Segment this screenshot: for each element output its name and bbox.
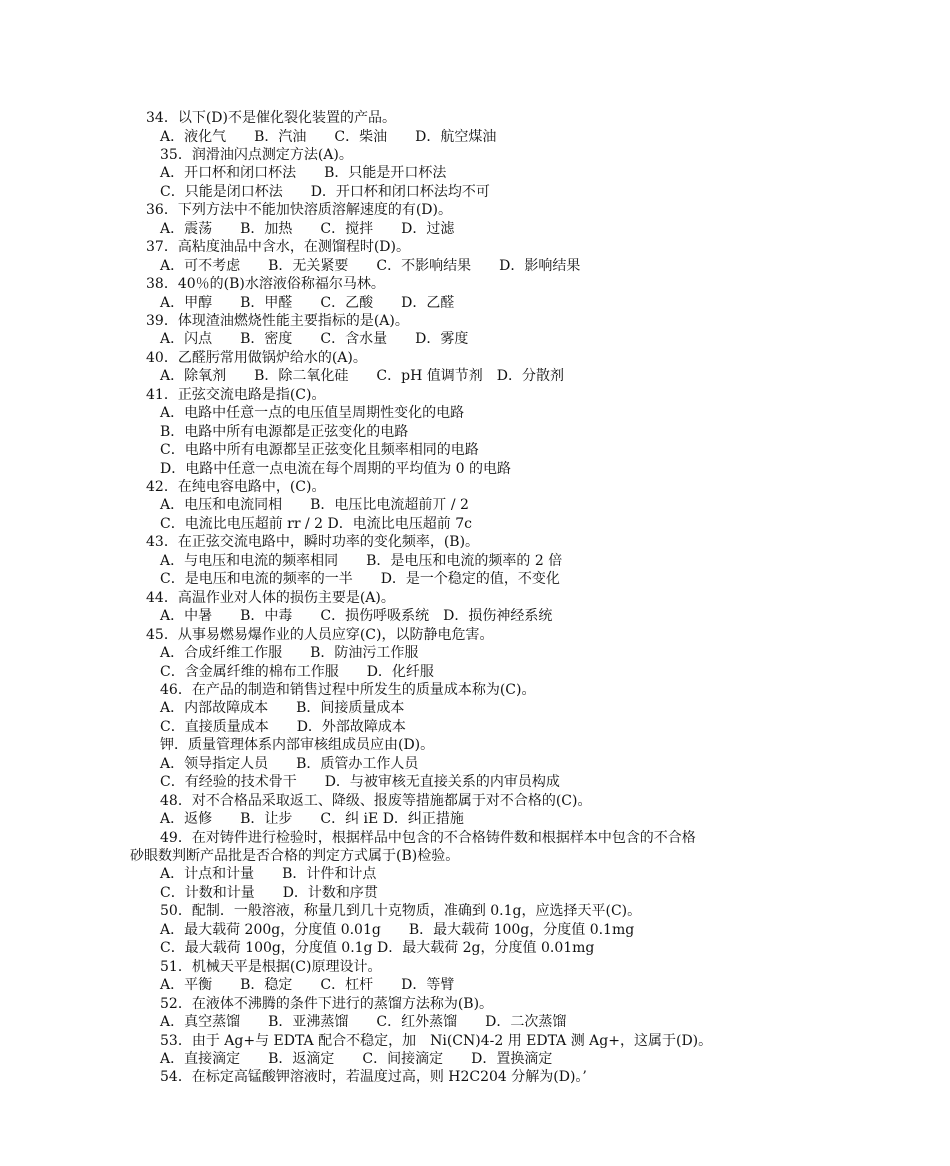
text-line: A．直接滴定 B．返滴定 C．间接滴定 D．置换滴定 bbox=[160, 1050, 553, 1067]
text-line: C．有经验的技术骨干 D．与被审核无直接关系的内审员构成 bbox=[160, 774, 560, 791]
text-line: A．电路中任意一点的电压值呈周期性变化的电路 bbox=[160, 405, 465, 422]
text-line: 43．在正弦交流电路中，瞬时功率的变化频率，(B)。 bbox=[146, 534, 480, 551]
text-line: D．电路中任意一点电流在每个周期的平均值为 0 的电路 bbox=[160, 460, 512, 477]
text-line: A．最大载荷 200g，分度值 0.01g B．最大载荷 100g，分度值 0.1mg bbox=[160, 921, 635, 938]
text-line: 49．在对铸件进行检验时，根据样品中包含的不合格铸件数和根据样本中包含的不合格 bbox=[160, 829, 696, 846]
text-line: A．甲醇 B．甲醛 C．乙酸 D．乙醛 bbox=[160, 294, 455, 311]
text-line: C．电路中所有电源都呈正弦变化且频率相同的电路 bbox=[160, 442, 479, 459]
text-line: A．中暑 B．中毒 C．损伤呼吸系统 D．损伤神经系统 bbox=[160, 608, 553, 625]
text-line: A．平衡 B．稳定 C．杠杆 D．等臂 bbox=[160, 977, 455, 994]
text-line: 41．正弦交流电路是指(C)。 bbox=[146, 386, 326, 403]
text-line: 40．乙醛肟常用做锅炉给水的(A)。 bbox=[146, 349, 367, 366]
text-line: A．返修 B．让步 C．纠 iE D．纠正措施 bbox=[160, 811, 464, 828]
text-line: 钾．质量管理体系内部审核组成员应由(D)。 bbox=[160, 737, 435, 754]
text-line: 48．对不合格品采取返工、降级、报废等措施都属于对不合格的(C)。 bbox=[160, 792, 592, 809]
text-line: A．真空蒸馏 B．亚沸蒸馏 C．红外蒸馏 D．二次蒸馏 bbox=[160, 1014, 567, 1030]
text-line: C．只能是闭口杯法 D．开口杯和闭口杯法均不可 bbox=[160, 183, 490, 200]
text-line: 36．下列方法中不能加快溶质溶解速度的有(D)。 bbox=[146, 202, 452, 219]
text-line: C．计数和计量 D．计数和序贯 bbox=[160, 884, 378, 901]
text-line: 52．在液体不沸腾的条件下进行的蒸馏方法称为(B)。 bbox=[160, 995, 494, 1012]
text-line: A．可不考虑 B．无关紧要 C．不影响结果 D．影响结果 bbox=[160, 257, 581, 274]
text-line: 38．40％的(B)水溶液俗称福尔马林。 bbox=[146, 276, 385, 292]
text-line: 51．机械天平是根据(C)原理设计。 bbox=[160, 958, 382, 975]
text-line: C．最大载荷 100g，分度值 0.1g D．最大载荷 2g，分度值 0.01mg bbox=[160, 940, 595, 957]
text-line: 39．体现渣油燃烧性能主要指标的是(A)。 bbox=[146, 312, 409, 329]
text-line: 45．从事易燃易爆作业的人员应穿(C)，以防静电危害。 bbox=[146, 626, 494, 643]
text-line: A．闪点 B．密度 C．含水量 D．雾度 bbox=[160, 331, 469, 348]
text-line: C．直接质量成本 D．外部故障成本 bbox=[160, 718, 406, 735]
text-line: C．含金属纤维的棉布工作服 D．化纤服 bbox=[160, 663, 434, 680]
text-line: 42．在纯电容电路中，(C)。 bbox=[146, 479, 326, 495]
text-line: 37．高粘度油品中含水，在测馏程时(D)。 bbox=[146, 239, 410, 256]
text-line: C．是电压和电流的频率的一半 D．是一个稳定的值，不变化 bbox=[160, 571, 560, 588]
text-line: 50．配制．一般溶液，称量几到几十克物质，准确到 0.1g，应选择天平(C)。 bbox=[160, 903, 642, 920]
text-line: A．领导指定人员 B．质管办工作人员 bbox=[160, 755, 419, 772]
text-line: A．除氧剂 B．除二氧化硅 C．pH 值调节剂 D．分散剂 bbox=[160, 368, 564, 385]
text-line: 砂眼数判断产品批是否合格的判定方式属于(B)检验。 bbox=[130, 848, 460, 864]
text-line: 53．由于 Ag+与 EDTA 配合不稳定，加 Ni(CN)4-2 用 EDTA 测 Ag+，这属于(D)。 bbox=[160, 1032, 713, 1049]
text-line: A．震荡 B．加热 C．搅拌 D．过滤 bbox=[160, 220, 455, 237]
text-line: A．计点和计量 B．计件和计点 bbox=[160, 866, 377, 883]
text-line: C．电流比电压超前 rr / 2 D．电流比电压超前 7c bbox=[160, 515, 472, 532]
text-line: 34．以下(D)不是催化裂化装置的产品。 bbox=[146, 110, 396, 126]
text-line: A．电压和电流同相 B．电压比电流超前丌 / 2 bbox=[160, 497, 469, 514]
text-line: A．液化气 B．汽油 C．柴油 D．航空煤油 bbox=[160, 128, 497, 145]
text-line: A．开口杯和闭口杯法 B．只能是开口杯法 bbox=[160, 165, 447, 182]
text-line: 54．在标定高锰酸钾溶液时，若温度过高，则 H2C204 分解为(D)。’ bbox=[160, 1069, 587, 1086]
text-line: 35．润滑油闪点测定方法(A)。 bbox=[160, 146, 353, 163]
text-line: 46．在产品的制造和销售过程中所发生的质量成本称为(C)。 bbox=[160, 681, 536, 698]
text-line: A．合成纤维工作服 B．防油污工作服 bbox=[160, 645, 419, 661]
text-line: A．与电压和电流的频率相同 B．是电压和电流的频率的 2 倍 bbox=[160, 552, 563, 569]
text-line: 44．高温作业对人体的损伤主要是(A)。 bbox=[146, 589, 395, 606]
text-line: A．内部故障成本 B．间接质量成本 bbox=[160, 700, 405, 717]
text-line: B．电路中所有电源都是正弦变化的电路 bbox=[160, 423, 409, 440]
